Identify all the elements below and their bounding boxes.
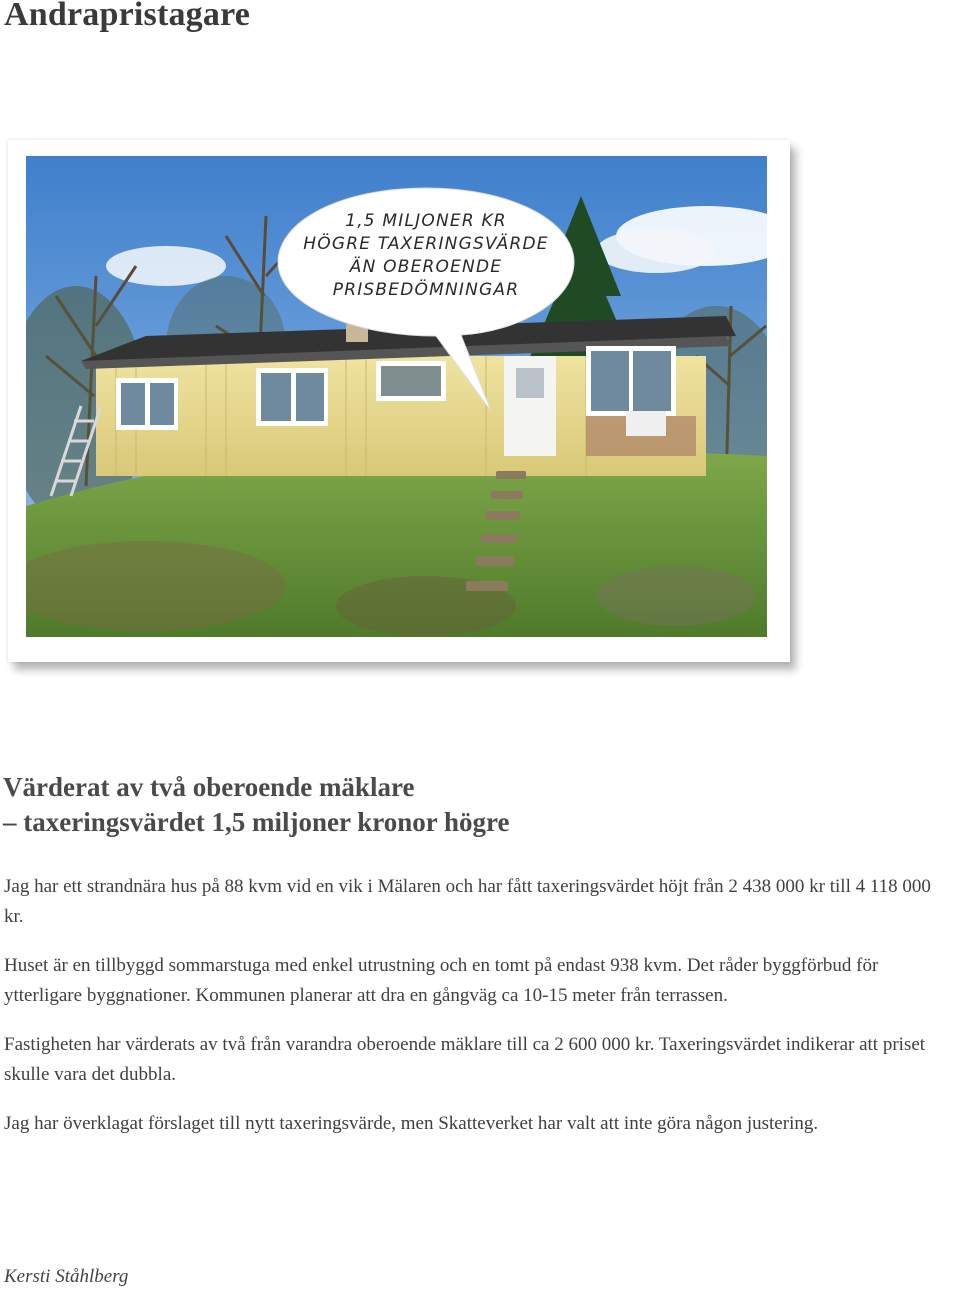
paragraph: Jag har överklagat förslaget till nytt taxeringsvärde, men Skatteverket har valt att inte göra någon justering. xyxy=(4,1113,819,1134)
rocks xyxy=(596,566,756,626)
bubble-line: 1,5 MILJONER KR xyxy=(345,211,507,231)
article-body xyxy=(4,872,949,1158)
article-headline xyxy=(3,770,509,840)
headline-line: Värderat av två oberoende mäklare xyxy=(3,772,415,802)
bubble-line: HÖGRE TAXERINGSVÄRDE xyxy=(303,234,549,254)
headline-line: – taxeringsvärdet 1,5 miljoner kronor högre xyxy=(3,807,510,837)
photo-frame xyxy=(8,140,790,662)
bubble-line: PRISBEDÖMNINGAR xyxy=(332,280,520,300)
paragraph: Fastigheten har värderats av två från varandra oberoende mäklare till ca 2 600 000 kr. Taxeringsvärdet indikerar att priset skulle vara det dubbla. xyxy=(4,1034,926,1085)
garden-furniture xyxy=(626,411,666,436)
paragraph: Huset är en tillbyggd sommarstuga med enkel utrustning och en tomt på endast 938 kvm. Det råder byggförbud för ytterligare byggnationer. Kommunen planerar att dra en gångväg ca 10-15 meter från terrassen. xyxy=(4,955,879,1006)
speech-bubble xyxy=(276,186,576,336)
house-photo xyxy=(26,156,767,637)
paragraph: Jag har ett strandnära hus på 88 kvm vid en vik i Mälaren och har fått taxeringsvärdet höjt från 2 438 000 kr till 4 118 000 kr. xyxy=(4,876,931,927)
bubble-line: ÄN OBEROENDE xyxy=(349,257,503,277)
author-signature: Kersti Ståhlberg xyxy=(4,1266,129,1287)
page-title: Andrapristagare xyxy=(4,0,251,33)
cloud xyxy=(596,229,716,273)
speech-bubble-text xyxy=(276,210,576,302)
